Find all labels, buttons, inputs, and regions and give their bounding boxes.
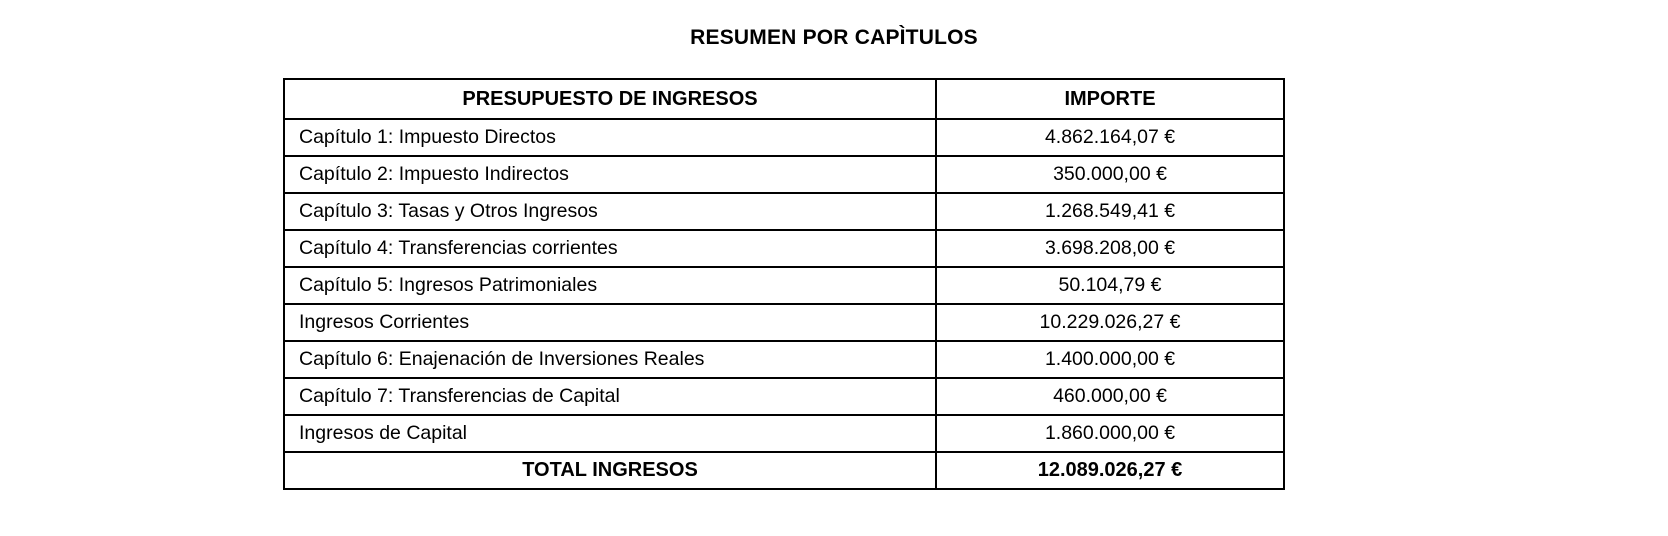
column-header-concept: PRESUPUESTO DE INGRESOS <box>284 79 936 119</box>
total-amount: 12.089.026,27 € <box>936 452 1284 489</box>
row-concept: Capítulo 2: Impuesto Indirectos <box>284 156 936 193</box>
row-concept: Capítulo 4: Transferencias corrientes <box>284 230 936 267</box>
table-row <box>284 156 1284 193</box>
table-total-row <box>284 452 1284 489</box>
table-row <box>284 304 1284 341</box>
table-row <box>284 378 1284 415</box>
row-concept: Capítulo 1: Impuesto Directos <box>284 119 936 156</box>
row-concept: Ingresos Corrientes <box>284 304 936 341</box>
table-row <box>284 119 1284 156</box>
table-row <box>284 267 1284 304</box>
row-concept: Capítulo 3: Tasas y Otros Ingresos <box>284 193 936 230</box>
total-label: TOTAL INGRESOS <box>284 452 936 489</box>
row-amount: 3.698.208,00 € <box>936 230 1284 267</box>
row-amount: 50.104,79 € <box>936 267 1284 304</box>
row-amount: 350.000,00 € <box>936 156 1284 193</box>
page-title: RESUMEN POR CAPÌTULOS <box>690 26 978 49</box>
row-concept: Capítulo 6: Enajenación de Inversiones Reales <box>284 341 936 378</box>
row-amount: 1.400.000,00 € <box>936 341 1284 378</box>
table-row <box>284 193 1284 230</box>
row-amount: 1.268.549,41 € <box>936 193 1284 230</box>
row-amount: 4.862.164,07 € <box>936 119 1284 156</box>
column-header-amount: IMPORTE <box>936 79 1284 119</box>
table-row <box>284 230 1284 267</box>
row-concept: Capítulo 5: Ingresos Patrimoniales <box>284 267 936 304</box>
row-concept: Capítulo 7: Transferencias de Capital <box>284 378 936 415</box>
table-row <box>284 415 1284 452</box>
table-row <box>284 341 1284 378</box>
table-body <box>284 119 1284 489</box>
row-amount: 1.860.000,00 € <box>936 415 1284 452</box>
row-concept: Ingresos de Capital <box>284 415 936 452</box>
table-header <box>284 79 1284 119</box>
row-amount: 460.000,00 € <box>936 378 1284 415</box>
budget-summary-table <box>283 78 1285 490</box>
row-amount: 10.229.026,27 € <box>936 304 1284 341</box>
budget-summary-table-container <box>283 78 1283 490</box>
table-header-row <box>284 79 1284 119</box>
